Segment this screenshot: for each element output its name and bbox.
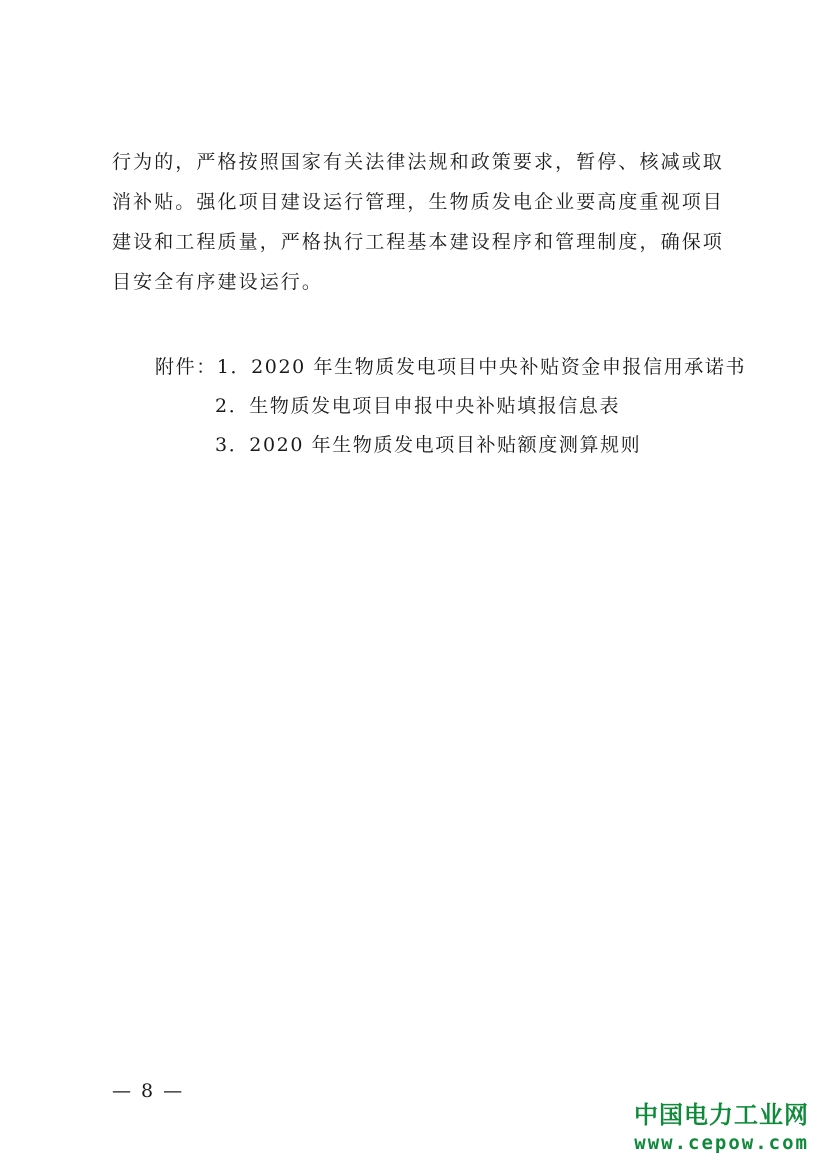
body-line: 行为的，严格按照国家有关法律法规和政策要求，暂停、核减或取 — [112, 151, 724, 173]
body-line: 目安全有序建设运行。 — [112, 271, 324, 293]
body-line: 消补贴。强化项目建设运行管理，生物质发电企业要高度重视项目 — [112, 191, 724, 213]
attachment-title: 2．生物质发电项目申报中央补贴填报信息表 — [215, 395, 621, 417]
watermark-url: www.cepow.com — [634, 1132, 809, 1154]
body-paragraph — [112, 142, 732, 302]
attachment-title: 3．2020 年生物质发电项目补贴额度测算规则 — [215, 434, 642, 456]
attachments-list — [155, 348, 755, 465]
attachments-label: 附件： — [155, 356, 217, 378]
site-watermark — [634, 1100, 809, 1156]
body-line: 建设和工程质量，严格执行工程基本建设程序和管理制度，确保项 — [112, 231, 724, 253]
page-number: — 8 — — [112, 1080, 185, 1102]
watermark-name: 中国电力工业网 — [634, 1101, 809, 1129]
attachment-item-1 — [155, 348, 755, 387]
attachment-item-3 — [155, 426, 755, 465]
attachment-title: 1．2020 年生物质发电项目中央补贴资金申报信用承诺书 — [216, 356, 747, 378]
attachment-item-2 — [155, 387, 755, 426]
